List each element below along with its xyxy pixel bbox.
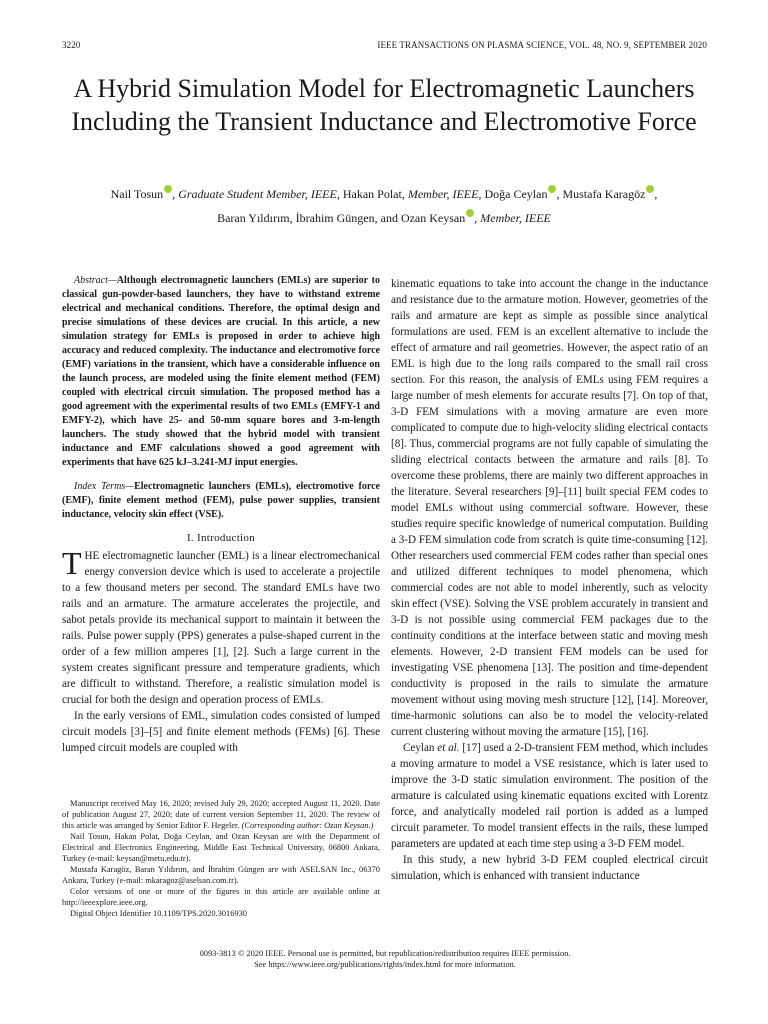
author-name: , Doğa Ceylan <box>478 187 548 201</box>
section-heading: I. Introduction <box>186 532 256 544</box>
footnote-doi: Digital Object Identifier 10.1109/TPS.2020.3016930 <box>70 909 247 918</box>
intro-paragraph-2: In the early versions of EML, simulation codes consisted of lumped circuit models [3]–[5] and finite element methods (FEMs) [6]. These lumped circuit models are coupled with <box>62 710 380 754</box>
footnote-affiliation-1: Nail Tosun, Hakan Polat, Doğa Ceylan, and Ozan Keysan are with the Department of Electrical and Electronics Engineering, Middle East Technical University, 06800 Ankara, Turkey (e-mail: keysan@metu.edu.tr). <box>62 832 380 863</box>
author-list <box>40 182 728 230</box>
author-line-2 <box>40 206 728 230</box>
rights-link[interactable]: See https://www.ieee.org/publications/rights/index.html for more information. <box>254 960 516 969</box>
author-name: Baran Yıldırım, İbrahim Güngen, and Ozan Keysan <box>217 211 466 225</box>
right-column <box>391 276 708 884</box>
copyright-notice <box>62 948 708 970</box>
index-terms-lead: Index Terms— <box>74 481 135 492</box>
author-affiliation-role: , Member, IEEE <box>474 211 551 225</box>
footnote-affiliation-2: Mustafa Karagöz, Baran Yıldırım, and İbrahim Güngen are with ASELSAN Inc., 06370 Ankara, Turkey (e-mail: mkaragoz@aselsan.com.tr). <box>62 865 380 885</box>
corresponding-author: (Corresponding author: Ozan Keysan.) <box>241 821 374 830</box>
author-affiliation-role: , Graduate Student Member, IEEE <box>172 187 337 201</box>
abstract-lead: Abstract— <box>74 275 117 286</box>
intro-text: HE electromagnetic launcher (EML) is a linear electromechanical energy conversion device which is used to accelerate a projectile to a few thousand meters per second. The standard EMLs have two rails and an armature. The armature accelerates the projectile, and sabot petals provide its mechanical support to maintain it between the rails. Pulse power supply (PPS) generates a pulse-shaped current in the order of a few million amperes [1], [2]. Such a large current in the system creates significant pressure and temperature gradients, which are difficult to withstand. Therefore, a realistic simulation model is crucial for both the design and operation process of EMLs. <box>62 550 380 706</box>
footnote-color-note: Color versions of one or more of the figures in this article are available online at http://ieeexplore.ieee.org. <box>62 887 380 907</box>
index-terms <box>62 480 380 522</box>
author-line-1 <box>40 182 728 206</box>
footnotes <box>62 798 380 919</box>
page-number: 3220 <box>62 40 81 50</box>
footnote-text: Manuscript received May 16, 2020; revised July 29, 2020; accepted August 11, 2020. Date of publication August 27, 2020; date of current version September 11, 2020. The review of this article was arranged by Senior Editor F. Hegeler. <box>62 799 380 830</box>
intro-paragraph-4 <box>391 740 708 852</box>
author-name: , Mustafa Karagöz <box>556 187 646 201</box>
cited-author: Ceylan <box>403 742 438 754</box>
intro-paragraph-3: kinematic equations to take into account the change in the inductance and resistance due to the armature motion. However, geometries of the rails and armature are kept as simple as possible since analytical formulations are used. FEM is an excellent alternative to include the effect of armature and rail geometries. However, the aspect ratio of an EML is high due to the long rails compared to the small rail cross section. For this reason, the analysis of EMLs using FEM requires a large number of mesh elements for accurate results [7]. On top of that, 3-D FEM simulations with a moving armature are even more complicated to compute due to high-velocity sliding electrical contacts [8]. Thus, commercial programs are not fully capable of simulating the sliding electrical contacts between the armature and rails [8]. To overcome these problems, there are mainly two different approaches in the literature. Several researchers [9]–[11] built special FEM codes to model EMLs without using commercial software. However, these studies require specific knowledge of numerical computation. Building a 3-D FEM simulation code from scratch is quite time-consuming [12]. Other researchers used commercial FEM codes rather than special ones and utilized different techniques to model phenomena, which commercial codes are not able to model inherently, such as velocity skin effect (VSE). Solving the VSE problem accurately in transient and 3-D is not possible using commercial FEM packages due to the continuity conditions at the interface between static and moving mesh elements. However, 2-D transient FEM models can be used for investigating VSE phenomena [13]. The position and time-dependent conductivity is proposed in the rails to simulate the armature movement without using moving mesh structure [12], [14]. Moreover, time-harmonic solutions can also be to model the velocity-related current clustering without moving the armature [15], [16]. <box>391 278 708 738</box>
author-separator: , <box>654 187 658 201</box>
index-terms-text: Electromagnetic launchers (EMLs), electromotive force (EMF), finite element method (FEM), pulse power supplies, transient inductance, velocity skin effect (VSE). <box>62 481 380 520</box>
drop-cap: T <box>62 545 82 581</box>
orcid-icon[interactable] <box>164 185 172 193</box>
author-name: , Hakan Polat, <box>336 187 408 201</box>
author-name: Nail Tosun <box>110 187 164 201</box>
intro-paragraph-5: In this study, a new hybrid 3-D FEM coupled electrical circuit simulation, which is enhanced with transient inductance <box>391 854 708 882</box>
paragraph-text: [17] used a 2-D-transient FEM method, which includes a moving armature to model a VSE resistance, which is later used to improve the 3-D static simulation environment. The position of the armature is calculated using kinematic equations excited with Lorentz force, and analytically modeled rail portion is added as a lumped circuit parameter. To model transient effects in the rails, these lumped parameters are updated at each time step using a 3-D FEM model. <box>391 742 708 850</box>
abstract <box>62 274 380 470</box>
author-affiliation-role: Member, IEEE <box>407 187 479 201</box>
et-al: et al. <box>437 742 460 754</box>
copyright-line: 0093-3813 © 2020 IEEE. Personal use is permitted, but republication/redistribution requires IEEE permission. <box>199 949 571 958</box>
intro-paragraph-1 <box>62 545 380 708</box>
abstract-text: Although electromagnetic launchers (EMLs) are superior to classical gun-powder-based launchers, they have to withstand extreme electrical and mechanical conditions. Therefore, the optimal design and precise simulations of these devices are crucial. In this article, a new simulation strategy for EMLs is proposed in order to achieve high accuracy and reduced complexity. The inductance and electromotive force (EMF) variations in the transient, which have a considerable influence on the launch process, are modeled using the finite element method (FEM) coupled with electrical circuit simulation. The proposed method has a good agreement with the experimental results of two EMLs (EMFY-1 and EMFY-2), which have 25- and 50-mm square bores and 3-m-length launchers. The study showed that the hybrid model with transient inductance and EMF calculations showed a good agreement with experiments that have 625 kJ–3.241-MJ input energies. <box>62 275 380 468</box>
paper-title: A Hybrid Simulation Model for Electromagnetic Launchers Including the Transient Inductance and Electromotive Force <box>71 74 697 136</box>
footnote-manuscript <box>62 798 380 831</box>
left-column <box>62 274 380 756</box>
journal-header: IEEE TRANSACTIONS ON PLASMA SCIENCE, VOL. 48, NO. 9, SEPTEMBER 2020 <box>377 40 707 50</box>
